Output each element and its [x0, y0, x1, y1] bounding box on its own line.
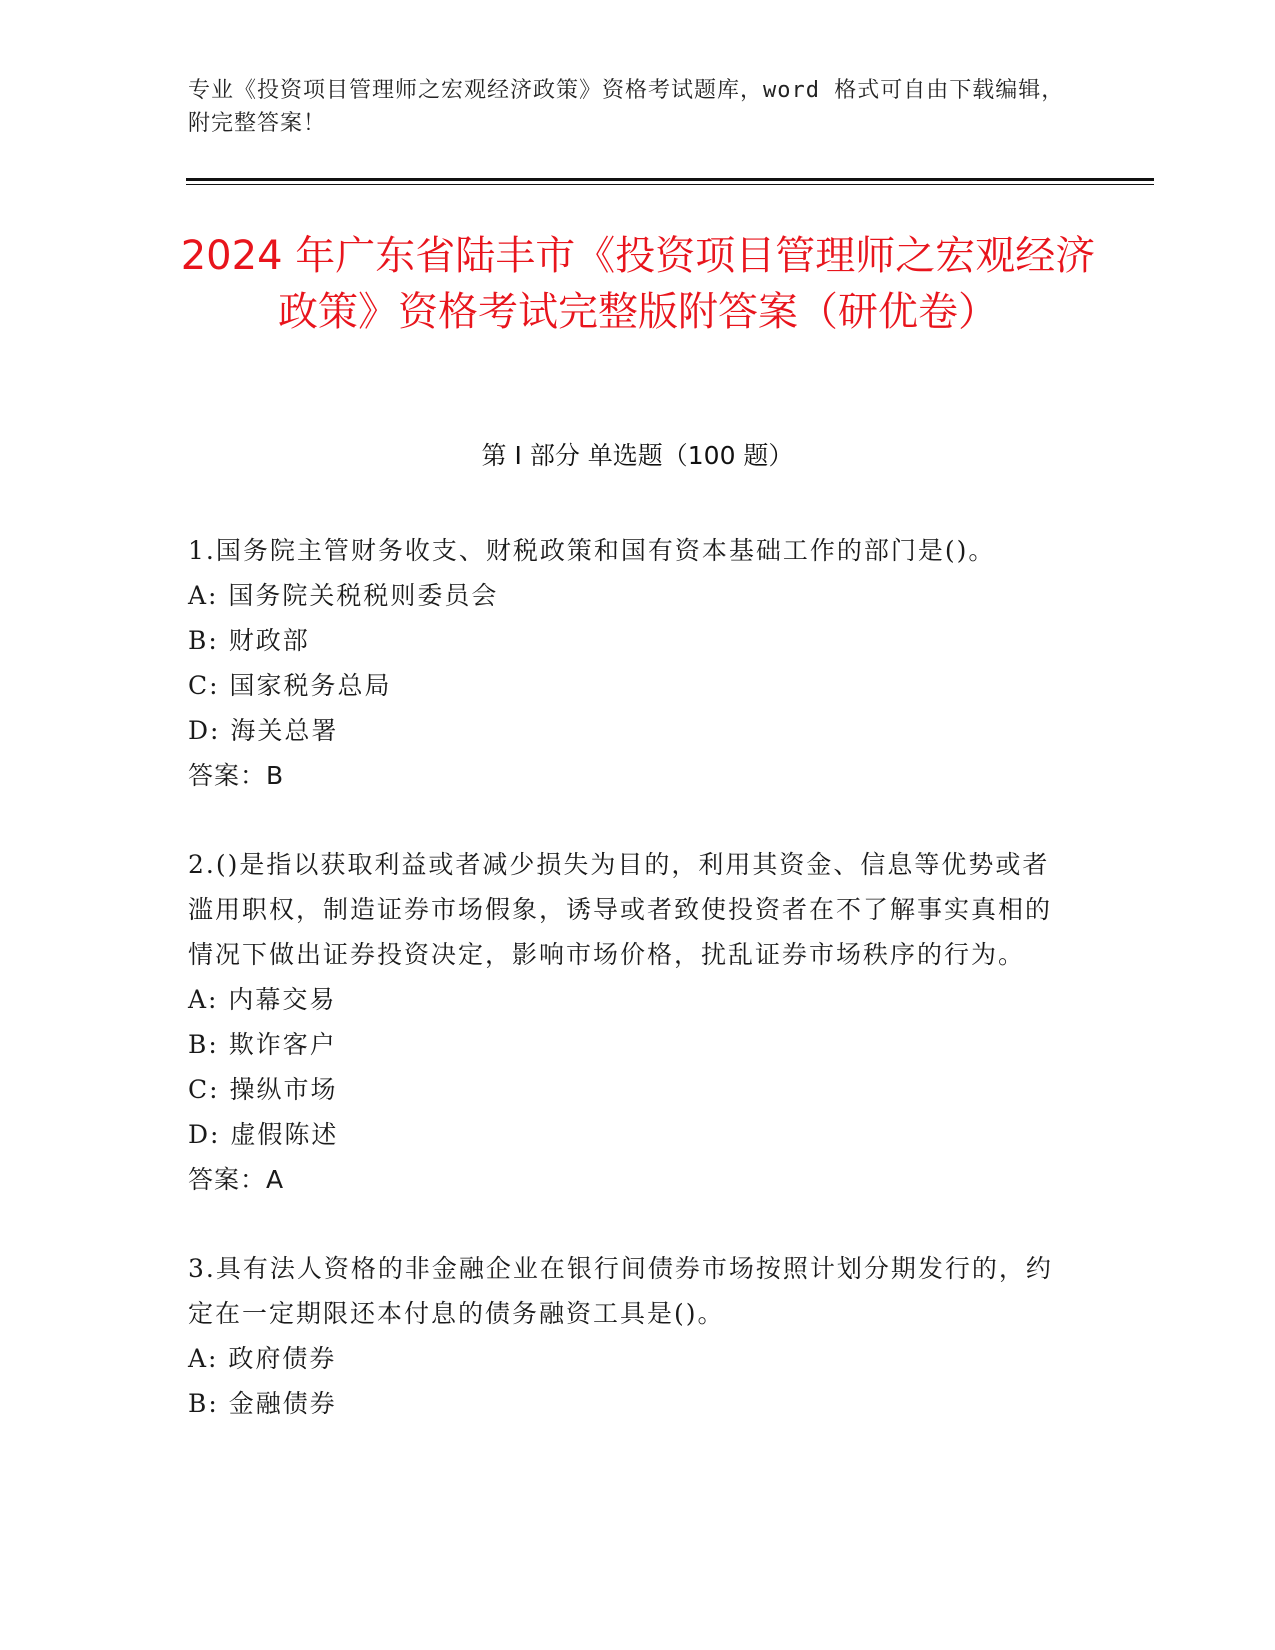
- option-b: B: 金融债券: [188, 1389, 337, 1418]
- question-stem: 3.具有法人资格的非金融企业在银行间债券市场按照计划分期发行的，约定在一定期限还本付息的债务融资工具是()。: [188, 1254, 1053, 1328]
- option-a: A: 国务院关税税则委员会: [188, 581, 499, 610]
- question-1: [188, 528, 1068, 798]
- option-a: A: 政府债券: [188, 1344, 337, 1373]
- option-b: B: 财政部: [188, 626, 310, 655]
- option-c: C: 操纵市场: [188, 1075, 338, 1104]
- answer-line: 答案：A: [188, 1165, 285, 1194]
- section-heading: 第 I 部分 单选题（100 题）: [481, 441, 794, 470]
- option-d: D: 虚假陈述: [188, 1120, 339, 1149]
- option-d: D: 海关总署: [188, 716, 339, 745]
- question-stem: 1.国务院主管财务收支、财税政策和国有资本基础工作的部门是()。: [188, 536, 996, 565]
- header-divider-thick: [186, 178, 1154, 181]
- answer-line: 答案：B: [188, 761, 285, 790]
- question-stem: 2.()是指以获取利益或者减少损失为目的，利用其资金、信息等优势或者滥用职权，制造证券市场假象，诱导或者致使投资者在不了解事实真相的情况下做出证券投资决定，影响市场价格，扰乱证券市场秩序的行为。: [188, 850, 1053, 969]
- option-b: B: 欺诈客户: [188, 1030, 337, 1059]
- document-title: 2024 年广东省陆丰市《投资项目管理师之宏观经济政策》资格考试完整版附答案（研优卷）: [180, 233, 1096, 335]
- question-list: [188, 528, 1068, 1470]
- option-a: A: 内幕交易: [188, 985, 337, 1014]
- option-c: C: 国家税务总局: [188, 671, 392, 700]
- header-note: 专业《投资项目管理师之宏观经济政策》资格考试题库，word 格式可自由下载编辑，附完整答案！: [188, 78, 1065, 136]
- question-2: [188, 842, 1068, 1202]
- header-divider-thin: [186, 184, 1154, 185]
- question-3: [188, 1246, 1068, 1426]
